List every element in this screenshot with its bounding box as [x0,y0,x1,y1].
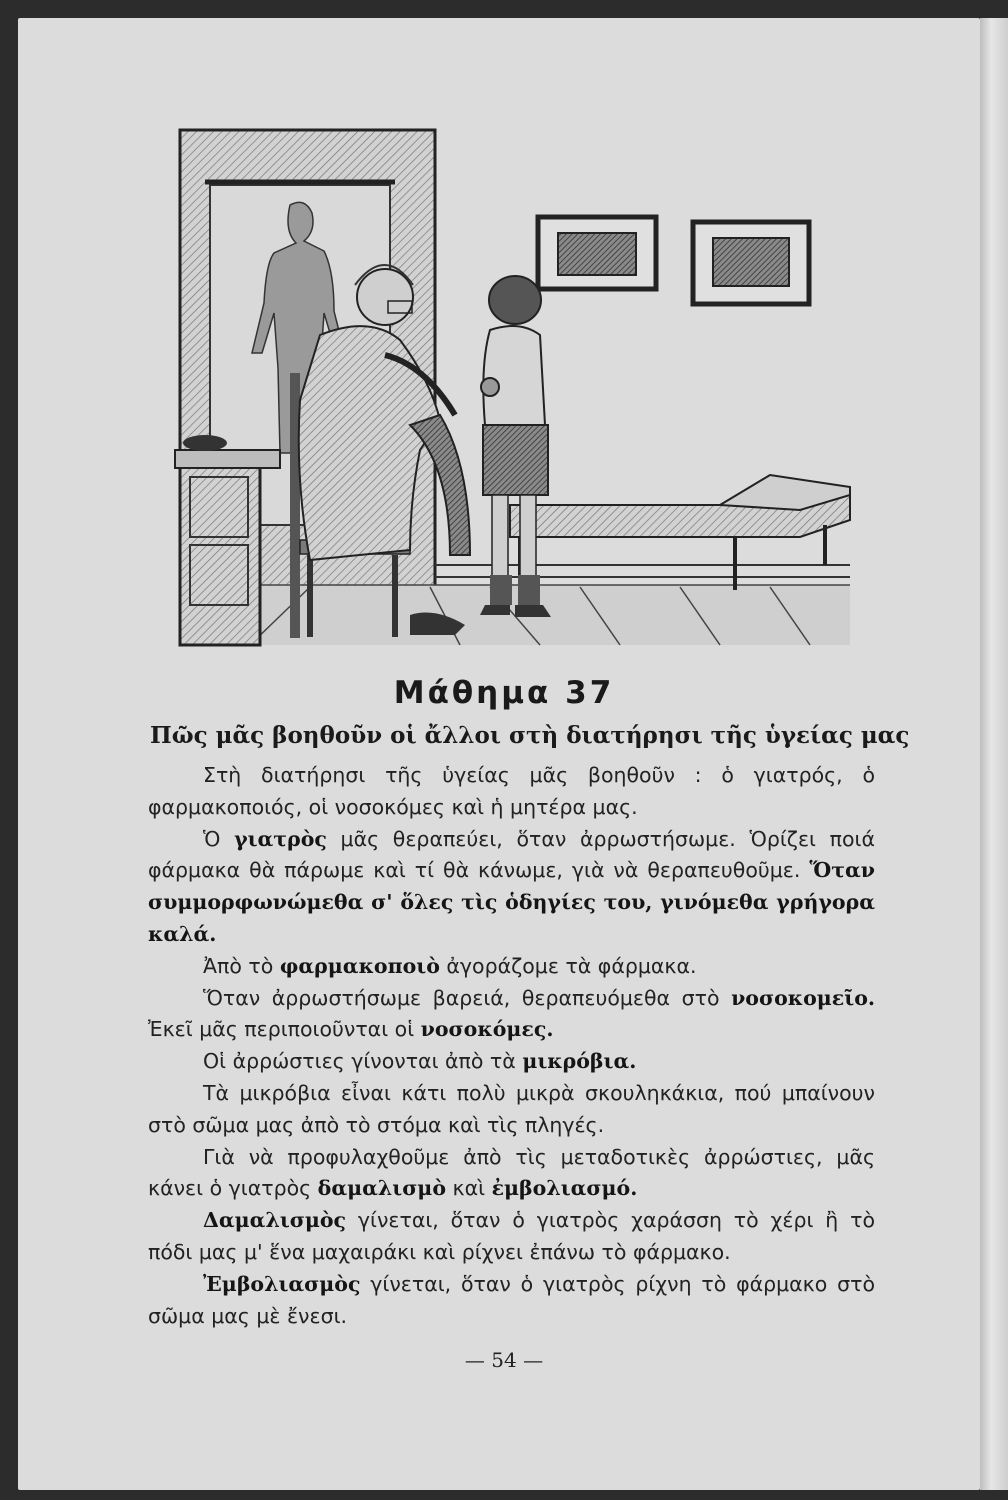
page-edge [980,18,1008,1490]
doctor-examining-boy-illustration [160,125,860,650]
text-run: Ἀπὸ τὸ [203,953,280,978]
text-run: Οἱ ἀρρώστιες γίνονται ἀπὸ τὰ [203,1049,523,1074]
bold-term: ἐμβολιασμό. [491,1176,638,1201]
text-run: Γιὰ νὰ προφυλαχθοῦμε ἀπὸ τὶς μεταδοτικὲς ἀρρώστιες, μᾶς κάνει ὁ γιατρὸς [148,1144,875,1201]
page-number: — 54 — [464,1348,544,1372]
paragraph [148,1046,875,1078]
bold-term: φαρμακοποιὸ [279,953,440,978]
lesson-heading: Μάθημα 37 [393,675,615,711]
bold-term: γιατρὸς [234,826,327,851]
text-run: ἀγοράζομε τὰ φάρμακα. [439,953,697,978]
text-run: Ὅταν ἀρρωστήσωμε βαρειά, θεραπευόμεθα στὸ [203,985,732,1010]
paragraph [148,824,875,951]
text-run: καὶ [446,1176,492,1201]
text-run: Ὁ [203,826,235,851]
text-run: Ἐκεῖ μᾶς περιποιοῦνται οἱ [148,1017,421,1042]
lesson-subtitle: Πῶς μᾶς βοηθοῦν οἱ ἄλλοι στὴ διατήρησι τῆς ὑγείας μας [150,722,910,749]
text-run: γίνεται, ὅταν ὁ γιατρὸς ρίχνη τὸ φάρμακο στὸ σῶμα μας μὲ ἔνεσι. [148,1271,875,1328]
paragraph [148,1078,875,1142]
bold-term: Δαμαλισμὸς [203,1208,347,1233]
bold-term: νοσοκομεῖο. [731,985,875,1010]
text-run: Τὰ μικρόβια εἶναι κάτι πολὺ μικρὰ σκουληκάκια, πού μπαίνουν στὸ σῶμα μας ἀπὸ τὸ στόμα καὶ τὶς πληγές. [148,1080,875,1137]
paragraph [148,951,875,983]
text-run: μᾶς θεραπεύει, ὅταν ἀρρωστήσωμε. Ὁρίζει ποιά φάρμακα θὰ πάρωμε καὶ τί θὰ κάνωμε, γιὰ νὰ θεραπευθοῦμε. [148,826,875,883]
bold-term: δαμαλισμὸ [317,1176,446,1201]
bold-term: μικρόβια. [522,1049,637,1074]
text-run: γίνεται, ὅταν ὁ γιατρὸς χαράσση τὸ χέρι ἢ τὸ πόδι μας μ' ἕνα μαχαιράκι καὶ ρίχνει ἐπάνω τὸ φάρμακο. [148,1208,875,1264]
paragraph [148,1205,875,1269]
lesson-body-text [148,760,875,1332]
paragraph [148,983,875,1047]
bold-term: Ὅταν συμμορφωνώμεθα σ' ὅλες τὶς ὁδηγίες του, γινόμεθα γρήγορα καλά. [148,858,875,946]
bold-term: Ἐμβολιασμὸς [203,1271,361,1296]
text-run: Στὴ διατήρησι τῆς ὑγείας μᾶς βοηθοῦν : ὁ γιατρός, ὁ φαρμακοποιός, οἱ νοσοκόμες καὶ ἡ μητέρα μας. [148,763,875,819]
paragraph [148,1142,875,1206]
paragraph [148,1269,875,1333]
paragraph [148,760,875,824]
bold-term: νοσοκόμες. [420,1017,554,1042]
